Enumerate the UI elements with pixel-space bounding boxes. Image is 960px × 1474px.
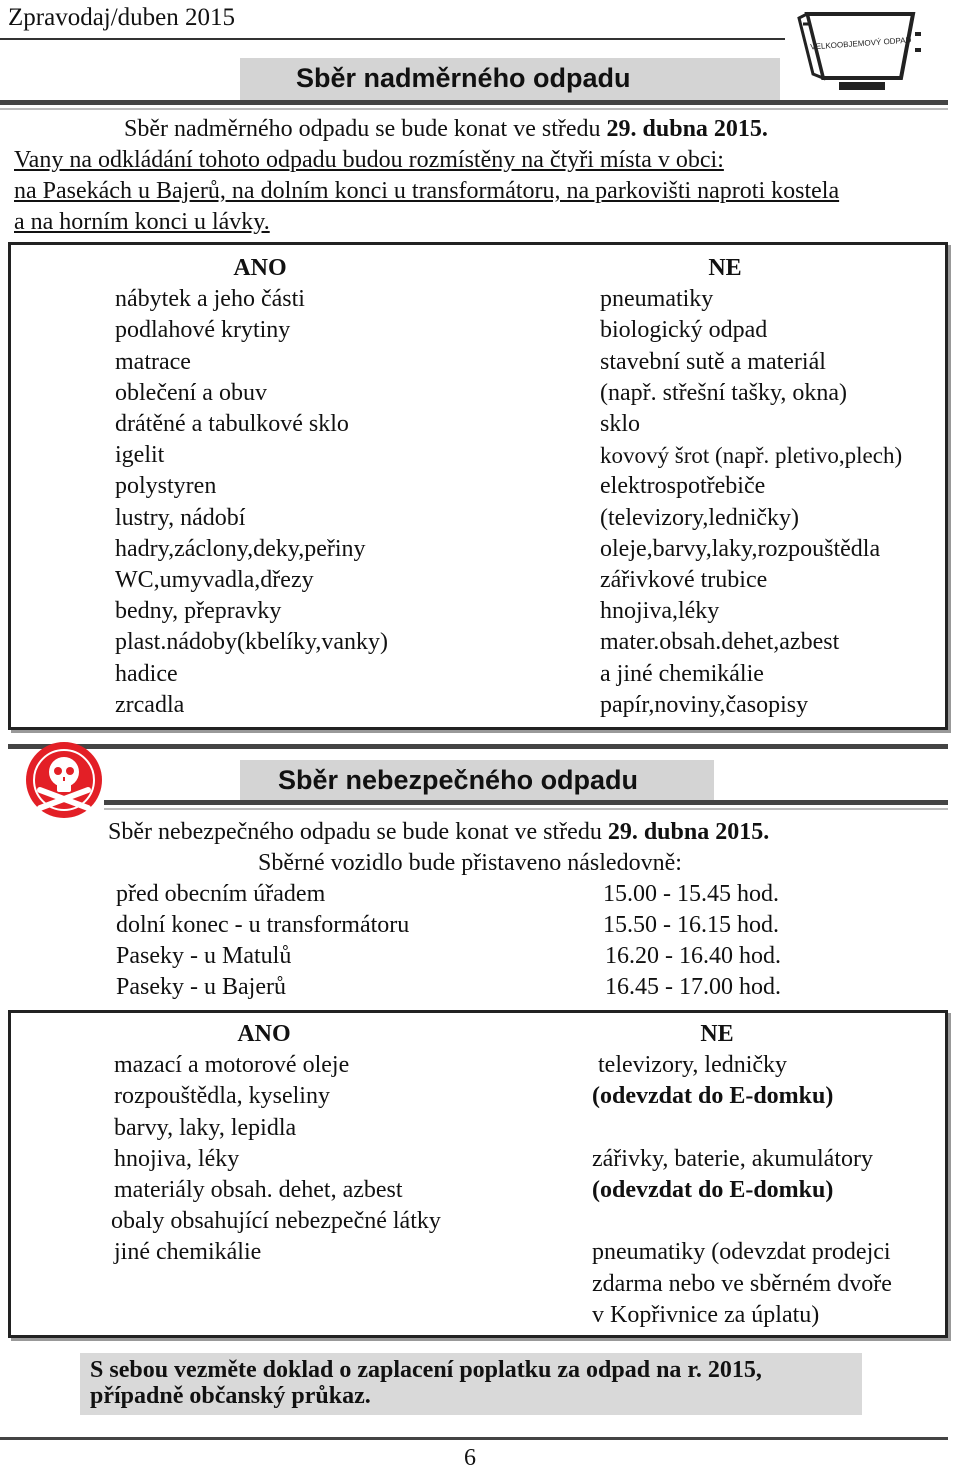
list-item: kovový šrot (např. pletivo,plech) <box>600 443 903 469</box>
list-item: (např. střešní tašky, okna) <box>600 379 848 406</box>
hazard-skull-icon <box>24 740 104 820</box>
list-item: elektrospotřebiče <box>600 473 766 500</box>
list-item: stavební sutě a materiál <box>600 348 826 375</box>
schedule-time: 16.45 - 17.00 hod. <box>605 974 781 1000</box>
list-item: zářivky, baterie, akumulátory <box>592 1145 873 1172</box>
list-item: hadry,záclony,deky,peřiny <box>115 535 366 562</box>
list-item: oblečení a obuv <box>115 379 267 406</box>
section2-top-rule <box>8 744 948 749</box>
list-item: igelit <box>115 442 165 469</box>
header-title: Zpravodaj/duben 2015 <box>8 4 236 31</box>
list-item: WC,umyvadla,dřezy <box>115 567 314 594</box>
section1-intro-text: Sběr nadměrného odpadu se bude konat ve středu <box>124 116 607 142</box>
list-item: (odevzdat do E-domku) <box>592 1083 834 1110</box>
section1-ano-column <box>115 253 405 721</box>
section1-ne-heading: NE <box>708 255 742 281</box>
list-item: hnojiva,léky <box>600 598 720 625</box>
section2-ano-heading: ANO <box>237 1021 291 1047</box>
list-item: drátěné a tabulkové sklo <box>115 411 349 438</box>
list-item: papír,noviny,časopisy <box>600 691 809 718</box>
container-logo <box>795 4 925 92</box>
list-item: zdarma nebo ve sběrném dvoře <box>592 1270 892 1297</box>
schedule-time: 15.00 - 15.45 hod. <box>603 881 779 907</box>
notice-line1: S sebou vezměte doklad o zaplacení poplatku za odpad na r. 2015, <box>90 1357 762 1383</box>
page-number: 6 <box>464 1445 476 1471</box>
section2-intro-text: Sběr nebezpečného odpadu se bude konat ve středu <box>108 819 608 845</box>
list-item: bedny, přepravky <box>115 598 282 625</box>
list-item: plast.nádoby(kbelíky,vanky) <box>115 629 389 656</box>
footer-rule <box>0 1437 948 1440</box>
list-item: sklo <box>600 411 641 438</box>
list-item: a jiné chemikálie <box>600 660 764 687</box>
list-item: matrace <box>115 348 191 375</box>
list-item: hadice <box>115 660 178 687</box>
section1-ano-heading: ANO <box>233 255 287 281</box>
section2-intro-date: 29. dubna 2015. <box>607 819 770 845</box>
list-item: oleje,barvy,laky,rozpouštědla <box>600 535 881 562</box>
list-item: polystyren <box>115 473 217 500</box>
section2-ano-column <box>111 1019 494 1269</box>
section2-ne-heading: NE <box>700 1021 734 1047</box>
list-item: nábytek a jeho části <box>115 286 305 313</box>
schedule-time: 16.20 - 16.40 hod. <box>605 943 781 969</box>
list-item: mater.obsah.dehet,azbest <box>600 629 840 656</box>
section1-title: Sběr nadměrného odpadu <box>296 63 631 93</box>
list-item: podlahové krytiny <box>115 317 291 344</box>
section1-line3: na Pasekách u Bajerů, na dolním konci u transformátoru, na parkovišti naproti kostela <box>14 178 840 204</box>
list-item: obaly obsahující nebezpečné látky <box>111 1208 441 1235</box>
dumpster-icon <box>795 4 925 92</box>
section2-rule <box>104 800 948 805</box>
list-item: pneumatiky (odevzdat prodejci <box>592 1239 891 1266</box>
list-item: hnojiva, léky <box>114 1145 240 1172</box>
schedule-place: Paseky - u Matulů <box>116 943 292 969</box>
list-item: pneumatiky <box>600 286 714 313</box>
section1-line2: Vany na odkládání tohoto odpadu budou rozmístěny na čtyři místa v obci: <box>14 147 724 173</box>
header-rule <box>0 38 785 40</box>
schedule-place: Paseky - u Bajerů <box>116 974 286 1000</box>
section1-line4: a na horním konci u lávky. <box>14 209 270 235</box>
list-item: zrcadla <box>115 691 185 718</box>
section2-title: Sběr nebezpečného odpadu <box>278 765 639 795</box>
section1-intro <box>124 114 768 145</box>
list-item: lustry, nádobí <box>115 504 246 531</box>
list-item: televizory, ledničky <box>598 1052 788 1079</box>
section2-intro <box>108 817 769 848</box>
section2-rule-shadow <box>104 808 948 810</box>
section1-rule <box>0 100 948 105</box>
schedule-place: dolní konec - u transformátoru <box>116 912 410 938</box>
schedule-place: před obecním úřadem <box>116 881 326 907</box>
list-item: jiné chemikálie <box>114 1239 262 1266</box>
list-item: (odevzdat do E-domku) <box>592 1177 834 1203</box>
list-item: materiály obsah. dehet, azbest <box>114 1177 403 1204</box>
list-item <box>592 1206 942 1237</box>
list-item: v Kopřivnice za úplatu) <box>592 1301 820 1328</box>
list-item: (televizory,ledničky) <box>600 504 800 531</box>
list-item: biologický odpad <box>600 317 768 344</box>
list-item: zářivkové trubice <box>600 567 768 594</box>
list-item: barvy, laky, lepidla <box>114 1114 297 1141</box>
section1-ne-column <box>600 253 903 721</box>
list-item: mazací a motorové oleje <box>114 1052 350 1079</box>
notice-line2: případně občanský průkaz. <box>90 1383 371 1409</box>
logo-text: VELKOOBJEMOVÝ ODPAD <box>810 35 912 52</box>
section1-rule-shadow <box>0 108 948 110</box>
list-item <box>592 1113 942 1144</box>
section1-intro-date: 29. dubna 2015. <box>606 116 768 142</box>
list-item: rozpouštědla, kyseliny <box>114 1083 330 1110</box>
section2-ne-column <box>592 1019 942 1331</box>
schedule-time: 15.50 - 16.15 hod. <box>603 912 779 938</box>
section2-intro2: Sběrné vozidlo bude přistaveno následovně: <box>258 850 682 876</box>
